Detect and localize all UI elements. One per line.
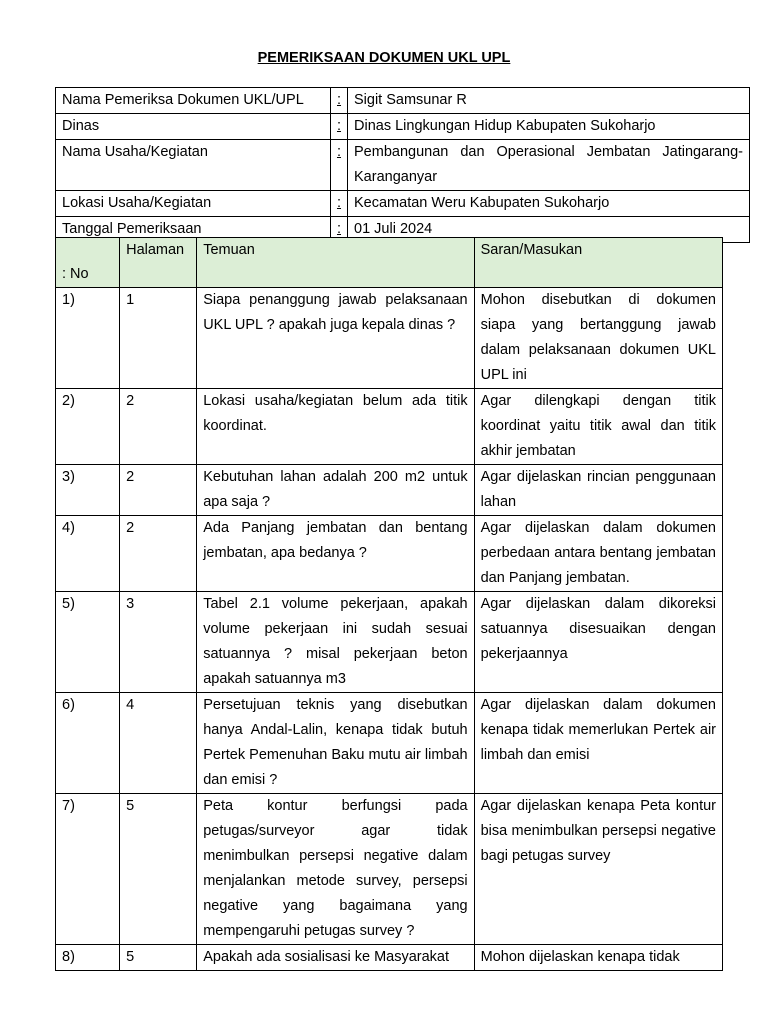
cell-no: 8) [56, 945, 120, 971]
table-row [56, 592, 723, 693]
info-row [56, 191, 750, 217]
document-title: PEMERIKSAAN DOKUMEN UKL UPL [257, 50, 511, 66]
info-value: Dinas Lingkungan Hidup Kabupaten Sukoharjo [348, 114, 750, 140]
cell-temuan: Siapa penanggung jawab pelaksanaan UKL UPL ? apakah juga kepala dinas ? [197, 288, 474, 389]
header-halaman: Halaman [120, 238, 197, 288]
header-saran: Saran/Masukan [474, 238, 722, 288]
info-label: Nama Usaha/Kegiatan [56, 140, 331, 191]
cell-temuan: Peta kontur berfungsi pada petugas/surveyor agar tidak menimbulkan persepsi negative dalam menjalankan metode survey, persepsi negative yang bagaimana yang mempengaruhi petugas survey ? [197, 794, 474, 945]
cell-halaman: 3 [120, 592, 197, 693]
cell-saran: Mohon dijelaskan kenapa tidak [474, 945, 722, 971]
cell-temuan: Ada Panjang jembatan dan bentang jembatan, apa bedanya ? [197, 516, 474, 592]
info-colon: : [331, 114, 348, 140]
cell-halaman: 2 [120, 465, 197, 516]
cell-halaman: 1 [120, 288, 197, 389]
findings-table [55, 237, 723, 971]
header-temuan: Temuan [197, 238, 474, 288]
cell-temuan: Kebutuhan lahan adalah 200 m2 untuk apa saja ? [197, 465, 474, 516]
cell-halaman: 2 [120, 389, 197, 465]
info-table [55, 87, 750, 243]
cell-saran: Agar dijelaskan dalam dikoreksi satuannya disesuaikan dengan pekerjaannya [474, 592, 722, 693]
cell-no: 6) [56, 693, 120, 794]
cell-saran: Agar dijelaskan dalam dokumen perbedaan antara bentang jembatan dan Panjang jembatan. [474, 516, 722, 592]
info-value: Sigit Samsunar R [348, 88, 750, 114]
cell-halaman: 5 [120, 794, 197, 945]
info-colon: : [331, 140, 348, 191]
table-row [56, 389, 723, 465]
table-header-row [56, 238, 723, 288]
cell-saran: Mohon disebutkan di dokumen siapa yang bertanggung jawab dalam pelaksanaan dokumen UKL UPL ini [474, 288, 722, 389]
cell-saran: Agar dijelaskan dalam dokumen kenapa tidak memerlukan Pertek air limbah dan emisi [474, 693, 722, 794]
info-label: Dinas [56, 114, 331, 140]
cell-no: 7) [56, 794, 120, 945]
info-label: Nama Pemeriksa Dokumen UKL/UPL [56, 88, 331, 114]
info-colon: : [331, 88, 348, 114]
cell-no: 1) [56, 288, 120, 389]
cell-halaman: 4 [120, 693, 197, 794]
table-row [56, 794, 723, 945]
table-row [56, 465, 723, 516]
table-row [56, 693, 723, 794]
cell-no: 2) [56, 389, 120, 465]
info-colon: : [331, 217, 348, 243]
info-label: Lokasi Usaha/Kegiatan [56, 191, 331, 217]
cell-no: 3) [56, 465, 120, 516]
table-row [56, 945, 723, 971]
info-row [56, 140, 750, 191]
info-row [56, 114, 750, 140]
cell-no: 5) [56, 592, 120, 693]
cell-halaman: 2 [120, 516, 197, 592]
info-row [56, 88, 750, 114]
cell-saran: Agar dijelaskan kenapa Peta kontur bisa menimbulkan persepsi negative bagi petugas survey [474, 794, 722, 945]
cell-temuan: Apakah ada sosialisasi ke Masyarakat [197, 945, 474, 971]
cell-no: 4) [56, 516, 120, 592]
cell-halaman: 5 [120, 945, 197, 971]
table-row [56, 288, 723, 389]
cell-temuan: Persetujuan teknis yang disebutkan hanya Andal-Lalin, kenapa tidak butuh Pertek Pemenuhan Baku mutu air limbah dan emisi ? [197, 693, 474, 794]
table-row [56, 516, 723, 592]
info-label: Tanggal Pemeriksaan [56, 217, 331, 243]
cell-saran: Agar dilengkapi dengan titik koordinat yaitu titik awal dan titik akhir jembatan [474, 389, 722, 465]
header-no [56, 238, 120, 288]
header-no-label: : No [62, 266, 89, 282]
cell-temuan: Tabel 2.1 volume pekerjaan, apakah volume pekerjaan ini sudah sesuai satuannya ? misal pekerjaan beton apakah satuannya m3 [197, 592, 474, 693]
cell-temuan: Lokasi usaha/kegiatan belum ada titik koordinat. [197, 389, 474, 465]
info-value: Pembangunan dan Operasional Jembatan Jatingarang-Karanganyar [348, 140, 750, 191]
info-value: Kecamatan Weru Kabupaten Sukoharjo [348, 191, 750, 217]
info-value: 01 Juli 2024 [348, 217, 750, 243]
cell-saran: Agar dijelaskan rincian penggunaan lahan [474, 465, 722, 516]
info-colon: : [331, 191, 348, 217]
